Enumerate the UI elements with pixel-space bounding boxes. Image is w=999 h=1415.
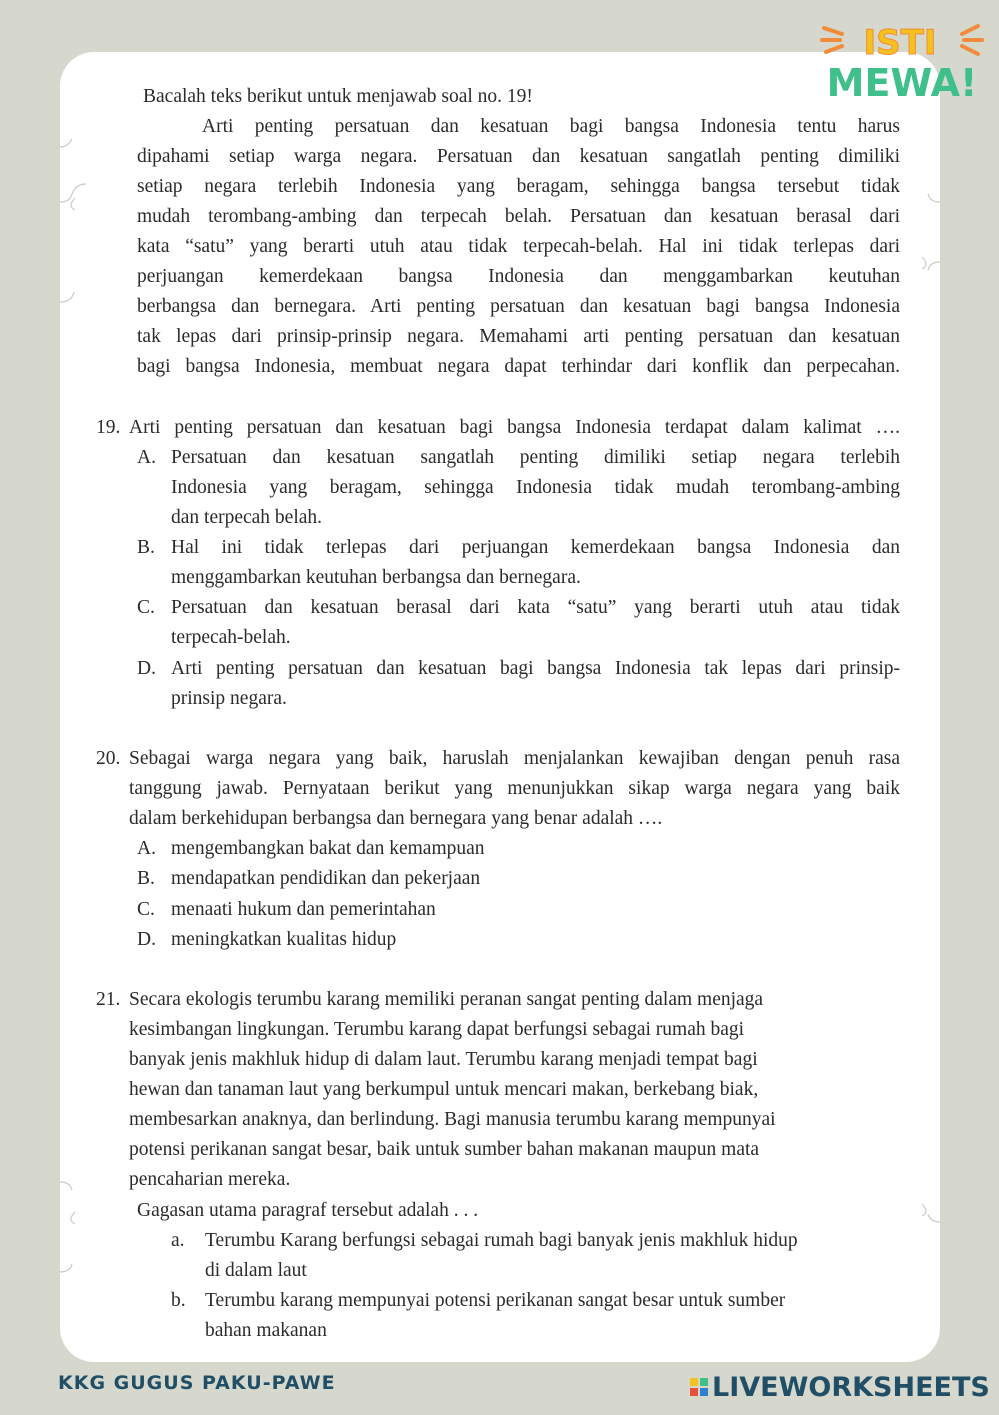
passage-intro: Bacalah teks berikut untuk menjawab soal no. 19! <box>143 86 533 107</box>
passage-line: setiap negara terlebih Indonesia yang beragam, sehingga bangsa tersebut tidak <box>137 176 900 197</box>
q19-option-b-text[interactable]: Hal ini tidak terlepas dari perjuangan kemerdekaan bangsa Indonesia dan <box>171 537 900 558</box>
q19-number: 19. <box>96 417 121 438</box>
q20-stem-line: Sebagai warga negara yang baik, haruslah menjalankan kewajiban dengan penuh rasa <box>129 748 900 769</box>
q21-option-a-letter[interactable]: a. <box>171 1230 185 1251</box>
q20-number: 20. <box>96 748 121 769</box>
passage-line: perjuangan kemerdekaan bangsa Indonesia dan menggambarkan keutuhan <box>137 266 900 287</box>
q19-option-c-letter[interactable]: C. <box>137 597 155 618</box>
q20-stem-line: dalam berkehidupan berbangsa dan bernegara yang benar adalah …. <box>129 808 663 829</box>
passage-line: Arti penting persatuan dan kesatuan bagi bangsa Indonesia tentu harus <box>202 116 900 137</box>
q19-option-c-text[interactable]: Persatuan dan kesatuan berasal dari kata “satu” yang berarti utuh atau tidak <box>171 597 900 618</box>
q19-option-a-text[interactable]: Persatuan dan kesatuan sangatlah penting dimiliki setiap negara terlebih <box>171 447 900 468</box>
q19-option-b-letter[interactable]: B. <box>137 537 155 558</box>
q21-option-b-text[interactable]: bahan makanan <box>205 1320 327 1341</box>
q21-number: 21. <box>96 989 121 1010</box>
q19-option-d-text[interactable]: prinsip negara. <box>171 688 287 709</box>
passage-line: kata “satu” yang berarti utuh atau tidak terpecah-belah. Hal ini tidak terlepas dari <box>137 236 900 257</box>
q21-question: Gagasan utama paragraf tersebut adalah . . . <box>137 1200 479 1221</box>
q21-stem-line: pencaharian mereka. <box>129 1169 291 1190</box>
logo-line2: MEWA! <box>826 61 978 105</box>
q20-option-a-letter[interactable]: A. <box>137 838 156 859</box>
footer-school-label: KKG GUGUS PAKU-PAWE <box>58 1372 336 1394</box>
q19-option-d-letter[interactable]: D. <box>137 658 156 679</box>
q20-option-b-text[interactable]: mendapatkan pendidikan dan pekerjaan <box>171 868 481 889</box>
logo-line1: ISTI <box>863 23 937 63</box>
q21-stem-line: potensi perikanan sangat besar, baik untuk sumber bahan makanan maupun mata <box>129 1139 760 1160</box>
q19-option-c-text[interactable]: terpecah-belah. <box>171 627 291 648</box>
q21-stem-line: Secara ekologis terumbu karang memiliki peranan sangat penting dalam menjaga <box>129 989 764 1010</box>
q20-option-a-text[interactable]: mengembangkan bakat dan kemampuan <box>171 838 485 859</box>
q21-stem-line: kesimbangan lingkungan. Terumbu karang dapat berfungsi sebagai rumah bagi <box>129 1019 745 1040</box>
q20-option-c-text[interactable]: menaati hukum dan pemerintahan <box>171 899 436 920</box>
q21-option-b-letter[interactable]: b. <box>171 1290 186 1311</box>
passage-line: bagi bangsa Indonesia, membuat negara dapat terhindar dari konflik dan perpecahan. <box>137 356 900 377</box>
q21-stem-line: banyak jenis makhluk hidup di dalam laut. Terumbu karang menjadi tempat bagi <box>129 1049 758 1070</box>
q19-option-a-text[interactable]: dan terpecah belah. <box>171 507 323 528</box>
q21-stem-line: membesarkan anaknya, dan berlindung. Bagi manusia terumbu karang mempunyai <box>129 1109 776 1130</box>
q20-option-b-letter[interactable]: B. <box>137 868 155 889</box>
passage-line: mudah terombang-ambing dan terpecah belah. Persatuan dan kesatuan berasal dari <box>137 206 900 227</box>
passage-line: tak lepas dari prinsip-prinsip negara. Memahami arti penting persatuan dan kesatuan <box>137 326 900 347</box>
q19-option-a-letter[interactable]: A. <box>137 447 156 468</box>
liveworksheets-label: LIVEWORKSHEETS <box>712 1371 990 1403</box>
passage-line: berbangsa dan bernegara. Arti penting persatuan dan kesatuan bagi bangsa Indonesia <box>137 296 900 317</box>
q21-option-a-text[interactable]: di dalam laut <box>205 1260 307 1281</box>
passage-line: dipahami setiap warga negara. Persatuan dan kesatuan sangatlah penting dimiliki <box>137 146 900 167</box>
liveworksheets-brand[interactable] <box>690 1372 990 1402</box>
q21-option-b-text[interactable]: Terumbu karang mempunyai potensi perikanan sangat besar untuk sumber <box>205 1290 786 1311</box>
liveworksheets-icon <box>690 1378 708 1396</box>
q20-option-d-text[interactable]: meningkatkan kualitas hidup <box>171 929 397 950</box>
q21-option-a-text[interactable]: Terumbu Karang berfungsi sebagai rumah bagi banyak jenis makhluk hidup <box>205 1230 798 1251</box>
q19-stem: Arti penting persatuan dan kesatuan bagi bangsa Indonesia terdapat dalam kalimat …. <box>129 417 900 438</box>
isti-mewa-logo <box>812 10 992 105</box>
q21-stem-line: hewan dan tanaman laut yang berkumpul untuk mencari makan, berkebang biak, <box>129 1079 759 1100</box>
q20-option-c-letter[interactable]: C. <box>137 899 155 920</box>
q20-option-d-letter[interactable]: D. <box>137 929 156 950</box>
q20-stem-line: tanggung jawab. Pernyataan berikut yang menunjukkan sikap warga negara yang baik <box>129 778 900 799</box>
q19-option-d-text[interactable]: Arti penting persatuan dan kesatuan bagi bangsa Indonesia tak lepas dari prinsip- <box>171 658 900 679</box>
q19-option-b-text[interactable]: menggambarkan keutuhan berbangsa dan bernegara. <box>171 567 581 588</box>
q19-option-a-text[interactable]: Indonesia yang beragam, sehingga Indonesia tidak mudah terombang-ambing <box>171 477 900 498</box>
